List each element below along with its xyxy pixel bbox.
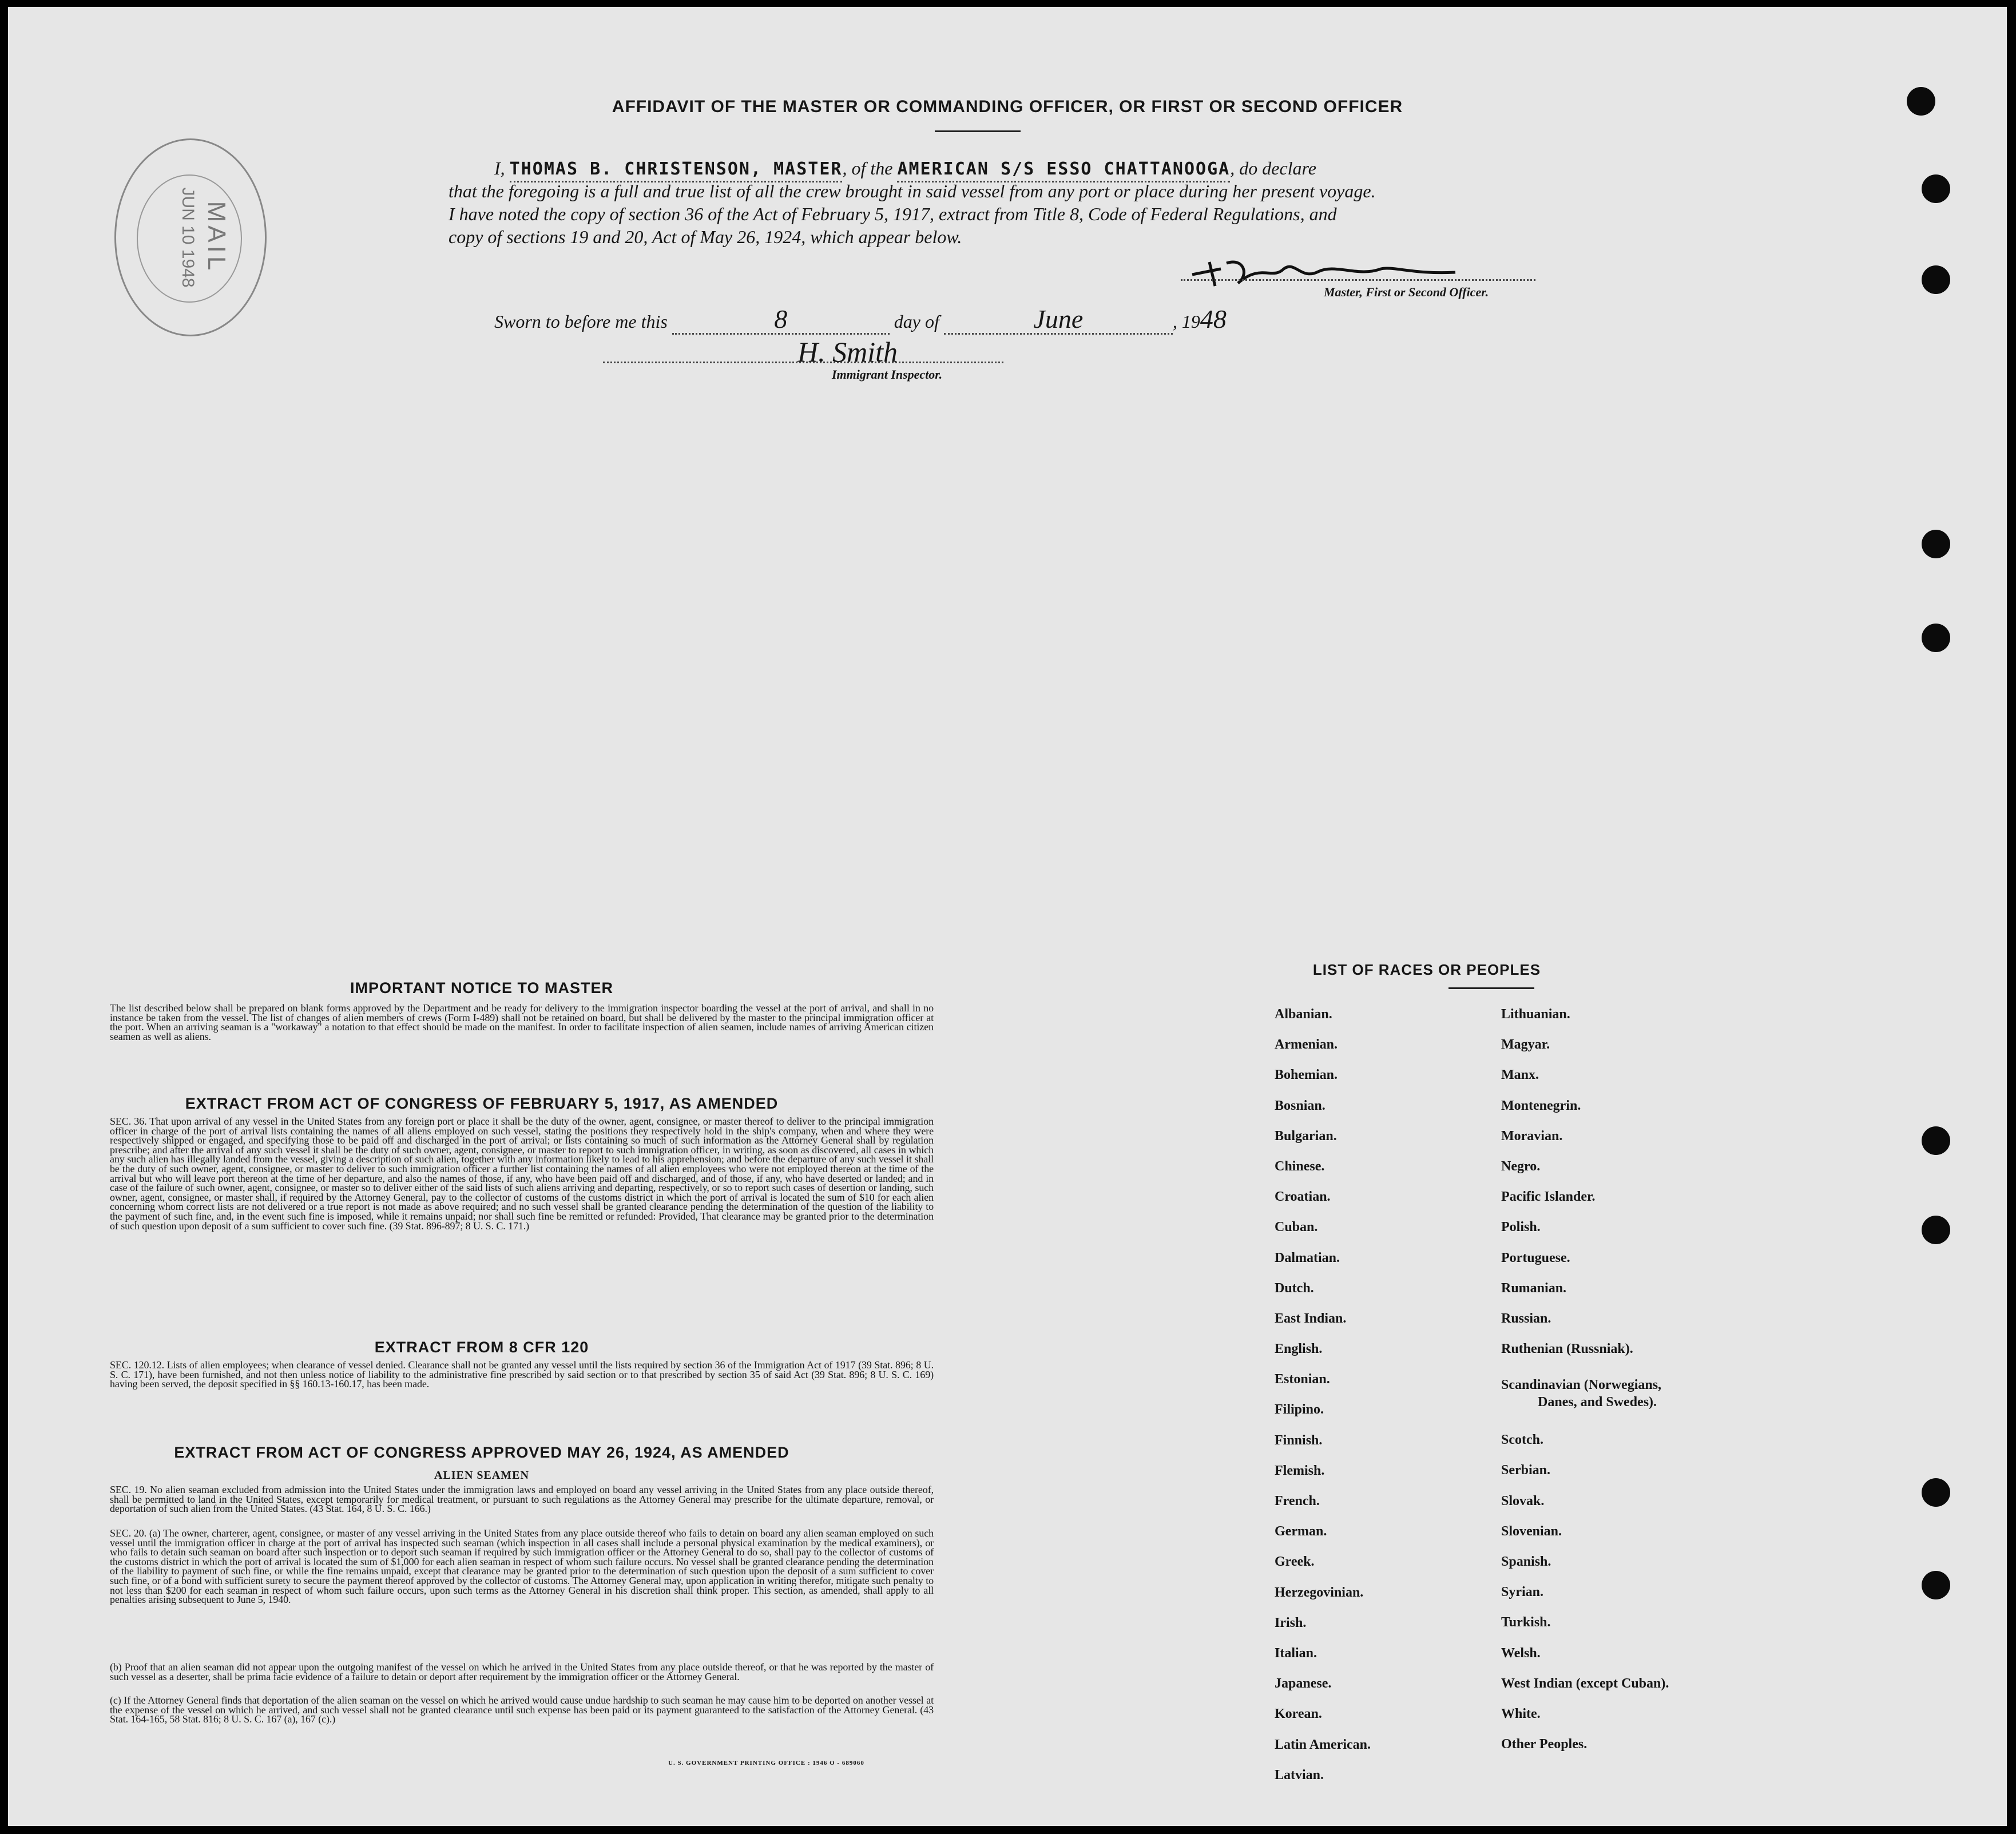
race-item: Negro. (1501, 1158, 1541, 1174)
affidavit-line-1 (494, 157, 1593, 182)
affidavit-line-2: that the foregoing is a full and true list of all the crew brought in said vessel from any port or place during her present voyage. (449, 181, 1376, 201)
race-item: German. (1275, 1524, 1327, 1539)
race-item: Montenegrin. (1501, 1098, 1581, 1113)
race-item: Magyar. (1501, 1037, 1550, 1053)
inspector-caption: Immigrant Inspector. (832, 367, 943, 382)
vessel-name-field: AMERICAN S/S ESSO CHATTANOOGA (897, 158, 1230, 182)
extract-1924-subtitle: ALIEN SEAMEN (434, 1469, 529, 1482)
extract-1924-sec20a: SEC. 20. (a) The owner, charterer, agent, consignee, or master of any vessel arriving in the United States from any place outside thereof who fails to detain on board any alien seaman employed on such vessel until the immigration officer in charge at the port of arrival has inspected such seaman (which inspection in all cases shall include a personal physical examination by the medical examiners), or who fails to detain such seaman on board after such inspection or to deport such seaman if required by such immigration officer or the Attorney General to do so, shall pay to the collector of customs of the customs district in which the port of arrival is located the sum of $1,000 for each alien seaman in respect of whom such failure occurs. No vessel shall be granted clearance pending the determination of the liability to payment of such fine, or while the fine remains unpaid, except that clearance may be granted prior to the determination of such question upon the deposit of a sum sufficient to cover such fine, or of a bond with sufficient surety to secure the payment thereof approved by the collector of customs. The Attorney General may, upon application in writing therefor, mitigate such penalty to not less than $200 for each seaman in respect of whom such failure occurs, upon such terms as the Attorney General in his discretion shall think proper. This section, as amended, shall apply to all penalties arising subsequent to June 5, 1940. (110, 1527, 934, 1606)
race-item: Rumanian. (1501, 1280, 1567, 1296)
race-item: Bohemian. (1275, 1067, 1338, 1083)
extract-8cfr-title: EXTRACT FROM 8 CFR 120 (374, 1339, 589, 1356)
postmark-mail-text: MAIL (203, 201, 231, 274)
extract-1924-sec20c: (c) If the Attorney General finds that deportation of the alien seaman on the vessel on which he arrived would cause undue hardship to such seaman he may cause him to be deported on another vessel at the expense of the vessel on which he arrived, and such vessel shall not be granted clearance until such expense has been paid or its payment guaranteed to the satisfaction of the Attorney General. (43 Stat. 164-165, 58 Stat. 816; 8 U. S. C. 167 (a), 167 (c).) (110, 1694, 934, 1725)
races-right-column (1501, 1007, 1821, 1767)
sworn-day-field (672, 304, 890, 335)
race-item: Russian. (1501, 1311, 1551, 1326)
affidavit-prefix: I, (494, 158, 505, 178)
race-item: West Indian (except Cuban). (1501, 1676, 1669, 1691)
punch-hole-icon (1922, 174, 1950, 203)
affidavit-suffix: , do declare (1230, 158, 1316, 178)
race-item: Filipino. (1275, 1402, 1324, 1418)
race-item: Turkish. (1501, 1615, 1551, 1630)
race-item: Flemish. (1275, 1463, 1325, 1478)
extract-8cfr-text: SEC. 120.12. Lists of alien employees; when clearance of vessel denied. Clearance shall not be granted any vessel until the lists required by section 36 of the Immigration Act of 1917 (39 Stat. 896; 8 U. S. C. 171), have been furnished, and not then unless notice of liability to the administrative fine prescribed by said section or to that prescribed by section 35 of said Act (39 Stat. 896; 8 U. S. C. 169) having been served, the deposit specified in §§ 160.13-160.17, has been made. (110, 1359, 934, 1390)
race-item: Albanian. (1275, 1007, 1332, 1022)
race-item: Polish. (1501, 1220, 1541, 1235)
postmark-date-text: JUN 10 1948 (178, 187, 197, 288)
race-item: Dutch. (1275, 1280, 1314, 1296)
notice-title: IMPORTANT NOTICE TO MASTER (350, 979, 613, 997)
race-item: Irish. (1275, 1615, 1307, 1630)
signature-caption: Master, First or Second Officer. (1324, 285, 1489, 299)
punch-hole-icon (1922, 624, 1950, 652)
races-title: LIST OF RACES OR PEOPLES (1312, 961, 1541, 978)
master-name-field: THOMAS B. CHRISTENSON, MASTER (510, 158, 843, 182)
notice-text: The list described below shall be prepared on blank forms approved by the Department and be ready for delivery to the immigration inspector boarding the vessel at the port of arrival, and shall in no instance be taken from the vessel. The list of changes of alien members of crews (Form I-489) shall not be retained on board, but shall be delivered by the master to the principal immigration officer at the port. When an arriving seaman is a "workaway" a notation to that effect should be made on the manifest. In order to facilitate inspection of alien seamen, include names of arriving American citizen seamen as well as aliens. (110, 1002, 934, 1042)
race-item: Slovak. (1501, 1493, 1545, 1509)
race-item: Portuguese. (1501, 1250, 1570, 1265)
punch-hole-icon (1922, 1478, 1950, 1507)
race-item: Korean. (1275, 1706, 1322, 1722)
punch-hole-icon (1922, 1216, 1950, 1244)
sworn-line (494, 304, 1593, 335)
races-title-underline (1448, 987, 1534, 989)
race-item: Welsh. (1501, 1645, 1541, 1661)
race-item: Dalmatian. (1275, 1250, 1340, 1265)
race-item: Lithuanian. (1501, 1007, 1570, 1022)
punch-hole-icon (1922, 1126, 1950, 1155)
form-page (8, 7, 2007, 1826)
race-item: English. (1275, 1341, 1323, 1357)
race-item: Scotch. (1501, 1432, 1543, 1448)
race-item: Croatian. (1275, 1189, 1331, 1205)
race-item: Serbian. (1501, 1463, 1551, 1478)
sworn-year-prefix: , 19 (1172, 311, 1200, 332)
punch-hole-icon (1922, 530, 1950, 558)
race-item: Moravian. (1501, 1128, 1563, 1144)
race-item: Bosnian. (1275, 1098, 1326, 1113)
sworn-prefix: Sworn to before me this (494, 311, 668, 332)
sworn-day-value: 8 (774, 304, 788, 334)
sworn-month-value: June (1033, 304, 1084, 334)
sworn-year-value: 48 (1200, 304, 1227, 334)
signature-dotted-line (1181, 279, 1535, 281)
race-item: Spanish. (1501, 1554, 1551, 1569)
race-item: Estonian. (1275, 1372, 1330, 1387)
race-item: Armenian. (1275, 1037, 1338, 1053)
race-item: White. (1501, 1706, 1541, 1721)
race-item: Manx. (1501, 1067, 1539, 1083)
affidavit-mid: , of the (842, 158, 893, 178)
race-item: Chinese. (1275, 1158, 1325, 1174)
affidavit-line-4: copy of sections 19 and 20, Act of May 26, 1924, which appear below. (449, 227, 962, 247)
sworn-mid: day of (894, 311, 939, 332)
title-underline (935, 130, 1021, 132)
sworn-month-field (944, 304, 1173, 335)
extract-1924-sec20b: (b) Proof that an alien seaman did not appear upon the outgoing manifest of the vessel on which he arrived in the United States from any place outside thereof, or that he was reported by the master of such vessel as a deserter, shall be prima facie evidence of a failure to detain or deport after requirement by the immigration officer or the Attorney General. (110, 1661, 934, 1682)
postmark-stamp (114, 138, 267, 336)
inspector-signature: H. Smith (797, 336, 898, 368)
race-item: Slovenian. (1501, 1523, 1562, 1539)
race-item: East Indian. (1275, 1311, 1347, 1326)
race-item: Cuban. (1275, 1220, 1318, 1235)
affidavit-title: AFFIDAVIT OF THE MASTER OR COMMANDING OFFICER, OR FIRST OR SECOND OFFICER (612, 97, 1403, 116)
race-item: Bulgarian. (1275, 1128, 1337, 1144)
race-item: Latvian. (1275, 1767, 1324, 1783)
race-item: Pacific Islander. (1501, 1189, 1596, 1205)
extract-1917-text: SEC. 36. That upon arrival of any vessel in the United States from any foreign port or place it shall be the duty of the owner, agent, consignee, or master thereof to deliver to the principal immigration officer in charge of the port of arrival lists containing the names of all aliens employed on such vessel, stating the positions they respectively hold in the ship's company, when and where they were respectively shipped or engaged, and specifying those to be paid off and discharged in the port of arrival; or lists containing so much of such information as the Attorney General shall by regulation prescribe; and after the arrival of any such vessel it shall be the duty of such owner, agent, consignee, or master to report to such immigration officer, in writing, as soon as discovered, all cases in which any such alien has illegally landed from the vessel, giving a description of such alien, together with any information likely to lead to his apprehension; and before the departure of any such vessel it shall be the duty of such owner, agent, consignee, or master to deliver to such immigration officer a further list containing the names of all alien employees who were not employed thereon at the time of the arrival but who will leave port thereon at the time of her departure, and also the names of those, if any, who have been paid off and discharged, and of those, if any, who have deserted or landed; and in case of the failure of such owner, agent, consignee, or master so to deliver either of the said lists of such aliens arriving and departing, respectively, or so to report such cases of desertion or landing, such owner, agent, consignee, or master shall, if required by the Attorney General, pay to the collector of customs of the customs district in which the port of arrival is located the sum of $10 for each alien concerning whom correct lists are not delivered or a true report is not made as above required; and no such vessel shall be granted clearance pending the determination of the question of the liability to the payment of such fine, and, in the event such fine is imposed, while it remains unpaid; nor shall such fine be remitted or refunded: Provided, That clearance may be granted prior to the determination of such question upon deposit of a sum sufficient to cover such fine. (39 Stat. 896-897; 8 U. S. C. 171.) (110, 1116, 934, 1232)
punch-hole-icon (1922, 1571, 1950, 1599)
race-item: French. (1275, 1494, 1320, 1509)
race-item: Ruthenian (Russniak). (1501, 1341, 1633, 1357)
extract-1924-title: EXTRACT FROM ACT OF CONGRESS APPROVED MAY 26, 1924, AS AMENDED (174, 1444, 789, 1461)
extract-1924-sec19: SEC. 19. No alien seaman excluded from admission into the United States under the immigration laws and employed on board any vessel arriving in the United States from any place outside thereof, shall be permitted to land in the United States, except temporarily for medical treatment, or pursuant to such regulations as the Attorney General may prescribe for the ultimate departure, removal, or deportation of such alien from the United States. (43 Stat. 164, 8 U. S. C. 166.) (110, 1484, 934, 1515)
race-item: Greek. (1275, 1554, 1315, 1570)
race-item: Latin American. (1275, 1737, 1371, 1752)
inspector-dotted-line (603, 362, 1003, 363)
race-item: Scandinavian (Norwegians, (1501, 1378, 1662, 1393)
race-item: Herzegovinian. (1275, 1585, 1364, 1600)
punch-hole-icon (1922, 265, 1950, 294)
race-item: Danes, and Swedes). (1538, 1395, 1657, 1410)
race-item: Japanese. (1275, 1676, 1332, 1692)
extract-1917-title: EXTRACT FROM ACT OF CONGRESS OF FEBRUARY 5, 1917, AS AMENDED (185, 1095, 779, 1112)
races-left-column (1275, 1007, 1503, 1798)
race-item: Finnish. (1275, 1432, 1323, 1448)
race-item: Other Peoples. (1501, 1737, 1588, 1752)
race-item: Syrian. (1501, 1585, 1544, 1600)
race-item: Italian. (1275, 1645, 1317, 1661)
affidavit-line-3: I have noted the copy of section 36 of the Act of February 5, 1917, extract from Title 8, Code of Federal Regulations, and (449, 204, 1337, 224)
printer-imprint: U. S. GOVERNMENT PRINTING OFFICE : 1946 O - 689060 (668, 1760, 864, 1766)
